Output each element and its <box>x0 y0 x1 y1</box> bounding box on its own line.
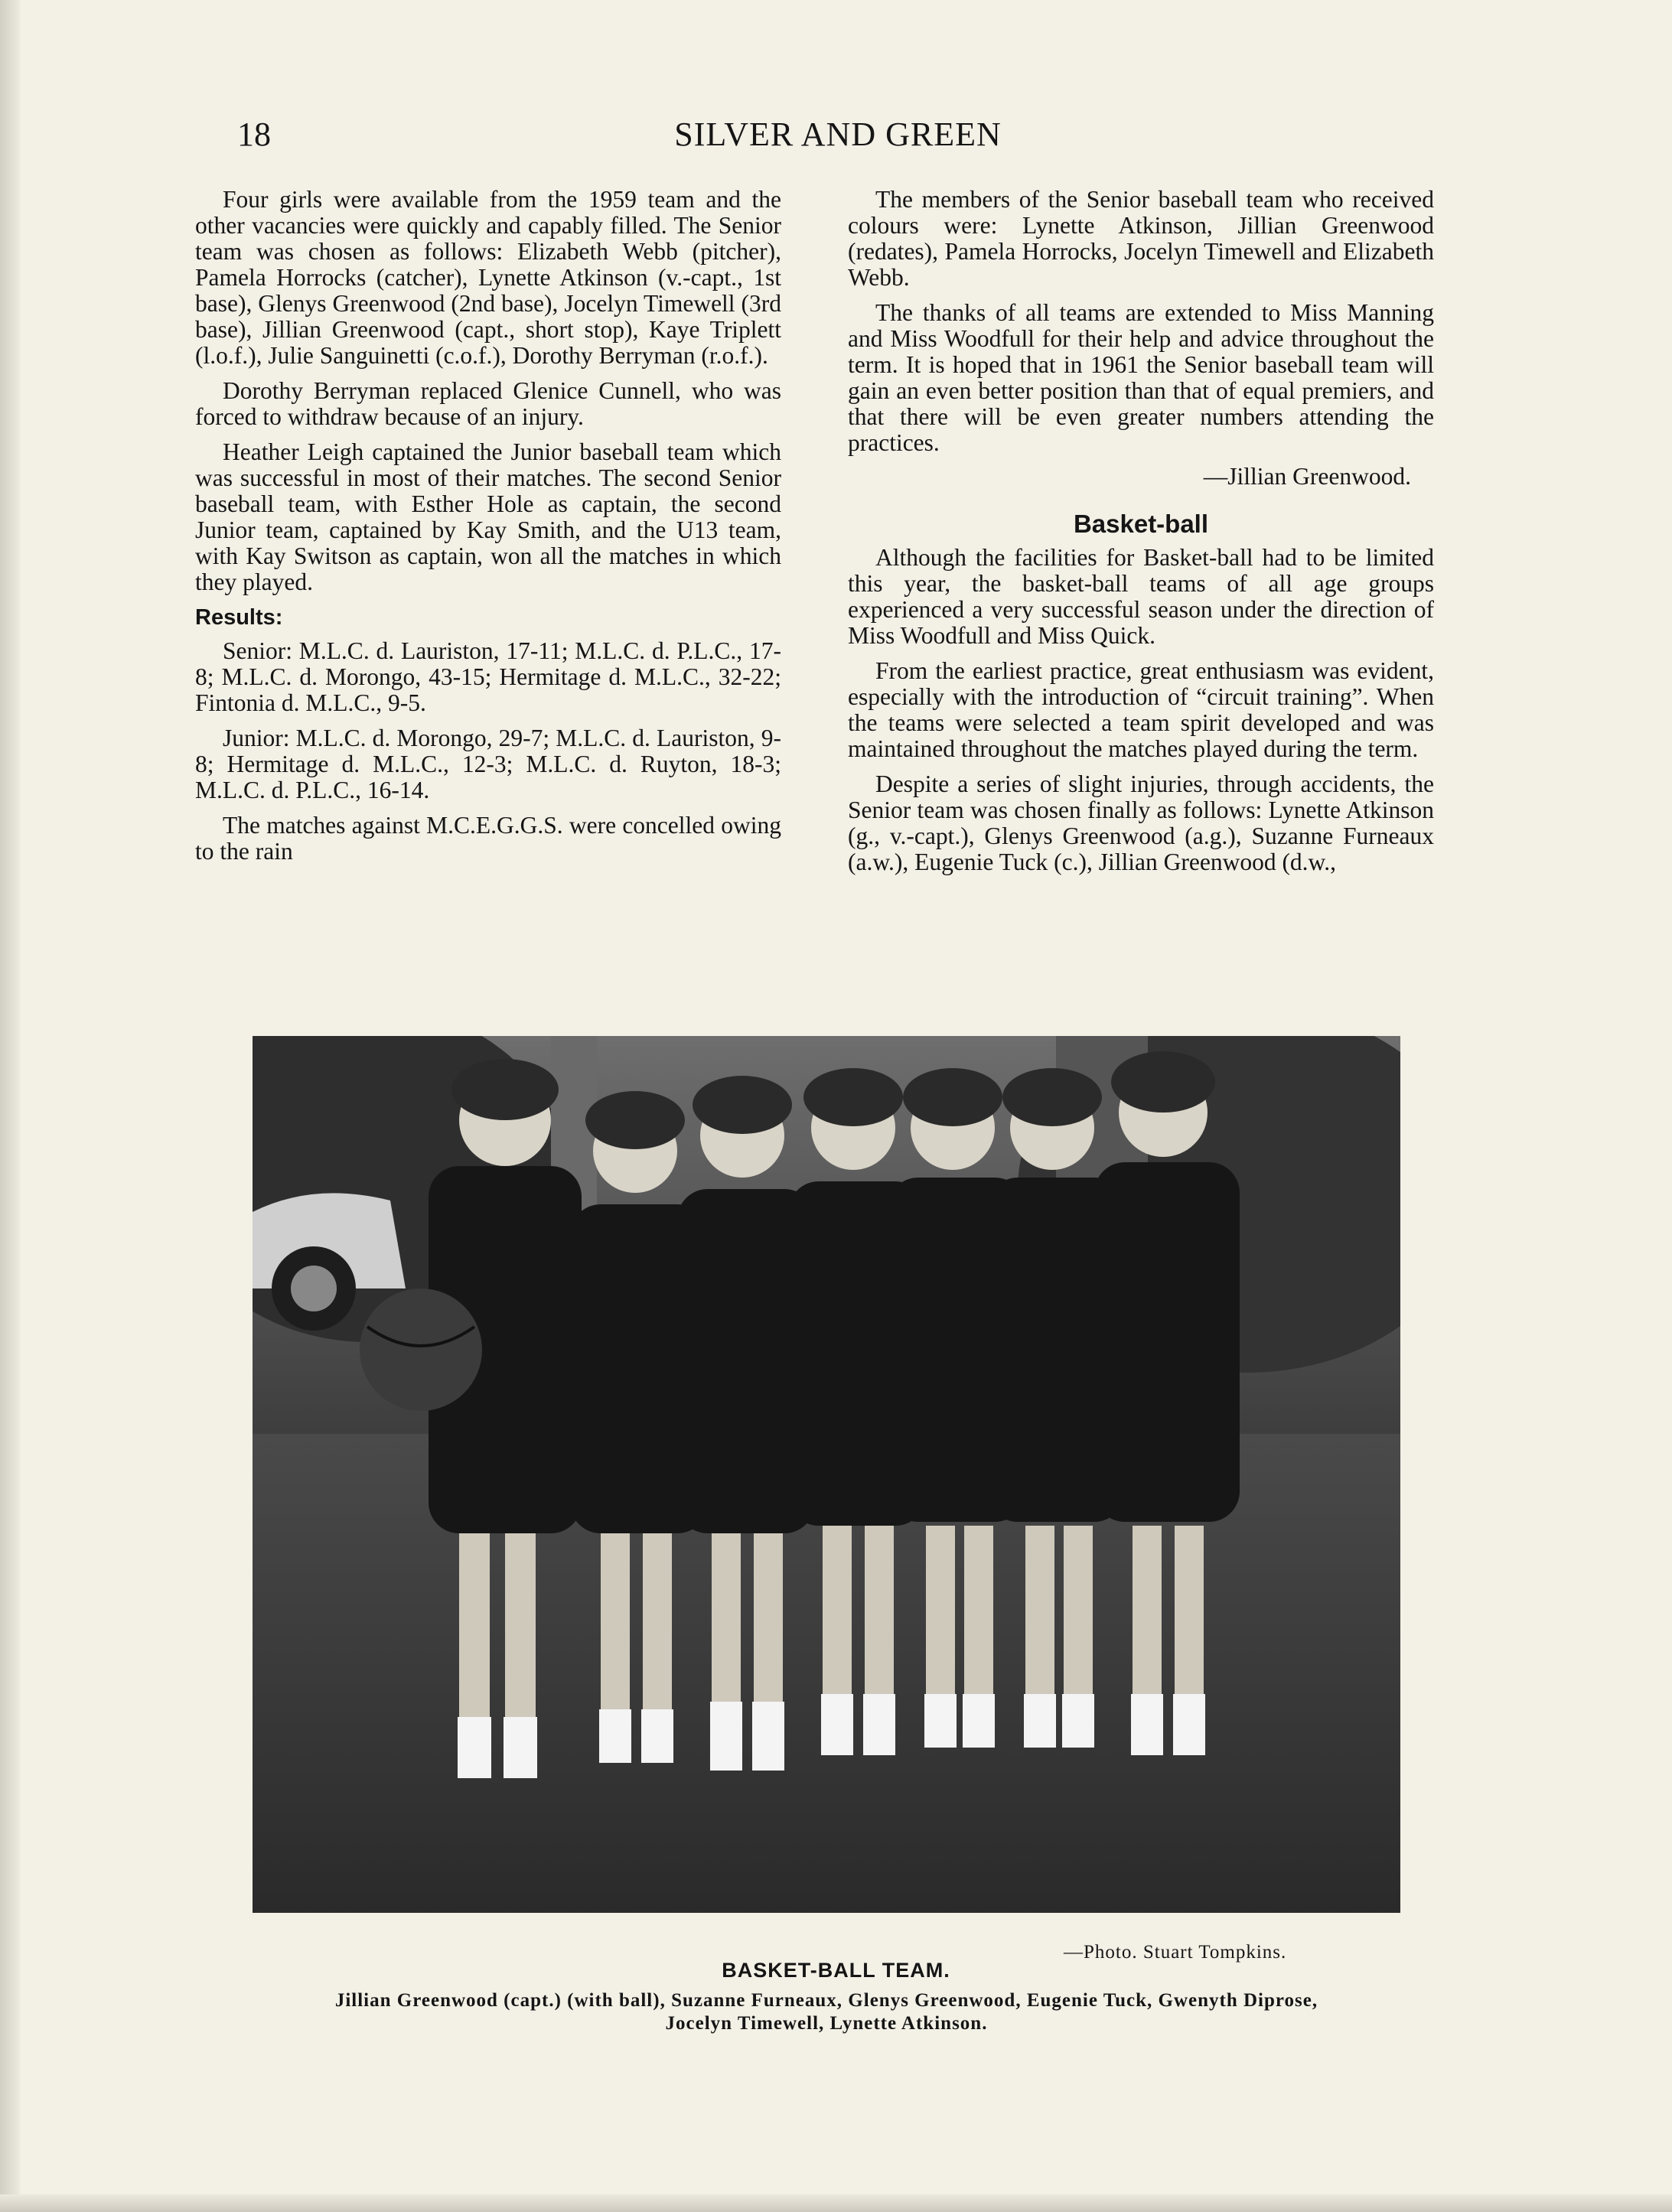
team-photo-illustration <box>253 1036 1400 1913</box>
right-column <box>848 187 1434 884</box>
paragraph-colours: The members of the Senior baseball team who received colours were: Lynette Atkinson, Jillian Greenwood (redates), Pamela Horrocks, Jocelyn Timewell and Elizabeth Webb. <box>848 186 1434 291</box>
paragraph-senior-basketball: Despite a series of slight injuries, through accidents, the Senior team was chosen finally as follows: Lynette Atkinson (g., v.-capt.), Glenys Greenwood (a.g.), Suzanne Furneaux (a.w.), Eugenie Tuck (c.), Jillian Greenwood (d.w., <box>848 770 1434 875</box>
team-photo <box>253 1036 1400 1913</box>
page-edge <box>0 0 20 2212</box>
photo-caption-names: Jillian Greenwood (capt.) (with ball), Suzanne Furneaux, Glenys Greenwood, Eugenie Tuck, Gwenyth Diprose, Jocelyn Timewell, Lynette Atkinson. <box>334 1990 1318 2034</box>
left-column <box>195 187 781 874</box>
paragraph-senior-team: Four girls were available from the 1959 team and the other vacancies were quickly and capably filled. The Senior team was chosen as follows: Elizabeth Webb (pitcher), Pamela Horrocks (catcher), Lynette Atkinson (v.-capt., 1st base), Glenys Greenwood (2nd base), Jocelyn Timewell (3rd base), Jillian Greenwood (capt., short stop), Kaye Triplett (l.o.f.), Julie Sanguinetti (c.o.f.), Dorothy Berryman (r.o.f.). <box>195 186 781 369</box>
page-header <box>237 115 1439 161</box>
photo-caption-title: BASKET-BALL TEAM. <box>722 1959 950 1982</box>
photo-credit: —Photo. Stuart Tompkins. <box>1064 1942 1287 1963</box>
signature: —Jillian Greenwood. <box>1203 463 1411 490</box>
page-edge-bottom <box>0 2194 1672 2212</box>
senior-results: Senior: M.L.C. d. Lauriston, 17-11; M.L.C. d. P.L.C., 17-8; M.L.C. d. Morongo, 43-15; Hermitage d. M.L.C., 32-22; Fintonia d. M.L.C., 9-5. <box>195 637 781 716</box>
paragraph-cancelled: The matches against M.C.E.G.G.S. were concelled owing to the rain <box>195 812 781 865</box>
junior-results: Junior: M.L.C. d. Morongo, 29-7; M.L.C. d. Lauriston, 9-8; Hermitage d. M.L.C., 12-3; M.L.C. d. Ruyton, 18-3; M.L.C. d. P.L.C., 16-14. <box>195 725 781 803</box>
paragraph-junior-team: Heather Leigh captained the Junior baseball team which was successful in most of their matches. The second Senior baseball team, with Esther Hole as captain, the second Junior team, captained by Kay Smith, and the U13 team, with Kay Switson as captain, won all the matches in which they played. <box>195 438 781 595</box>
results-heading: Results: <box>195 605 283 630</box>
paragraph-facilities: Although the facilities for Basket-ball had to be limited this year, the basket-ball teams of all age groups experienced a very successful season under the direction of Miss Woodfull and Miss Quick. <box>848 544 1434 649</box>
page-number: 18 <box>237 116 271 153</box>
paragraph-enthusiasm: From the earliest practice, great enthusiasm was evident, especially with the introduction of “circuit training”. When the teams were selected a team spirit developed and was maintained throughout the matches played during the term. <box>848 657 1434 762</box>
running-title: SILVER AND GREEN <box>674 116 1002 153</box>
basketball-heading: Basket-ball <box>1073 510 1209 538</box>
paragraph-thanks: The thanks of all teams are extended to Miss Manning and Miss Woodfull for their help and advice throughout the term. It is hoped that in 1961 the Senior baseball team will gain an even better position than that of equal premiers, and that there will be even greater numbers attending the practices. <box>848 299 1434 456</box>
paragraph-replacement: Dorothy Berryman replaced Glenice Cunnell, who was forced to withdraw because of an injury. <box>195 377 781 430</box>
